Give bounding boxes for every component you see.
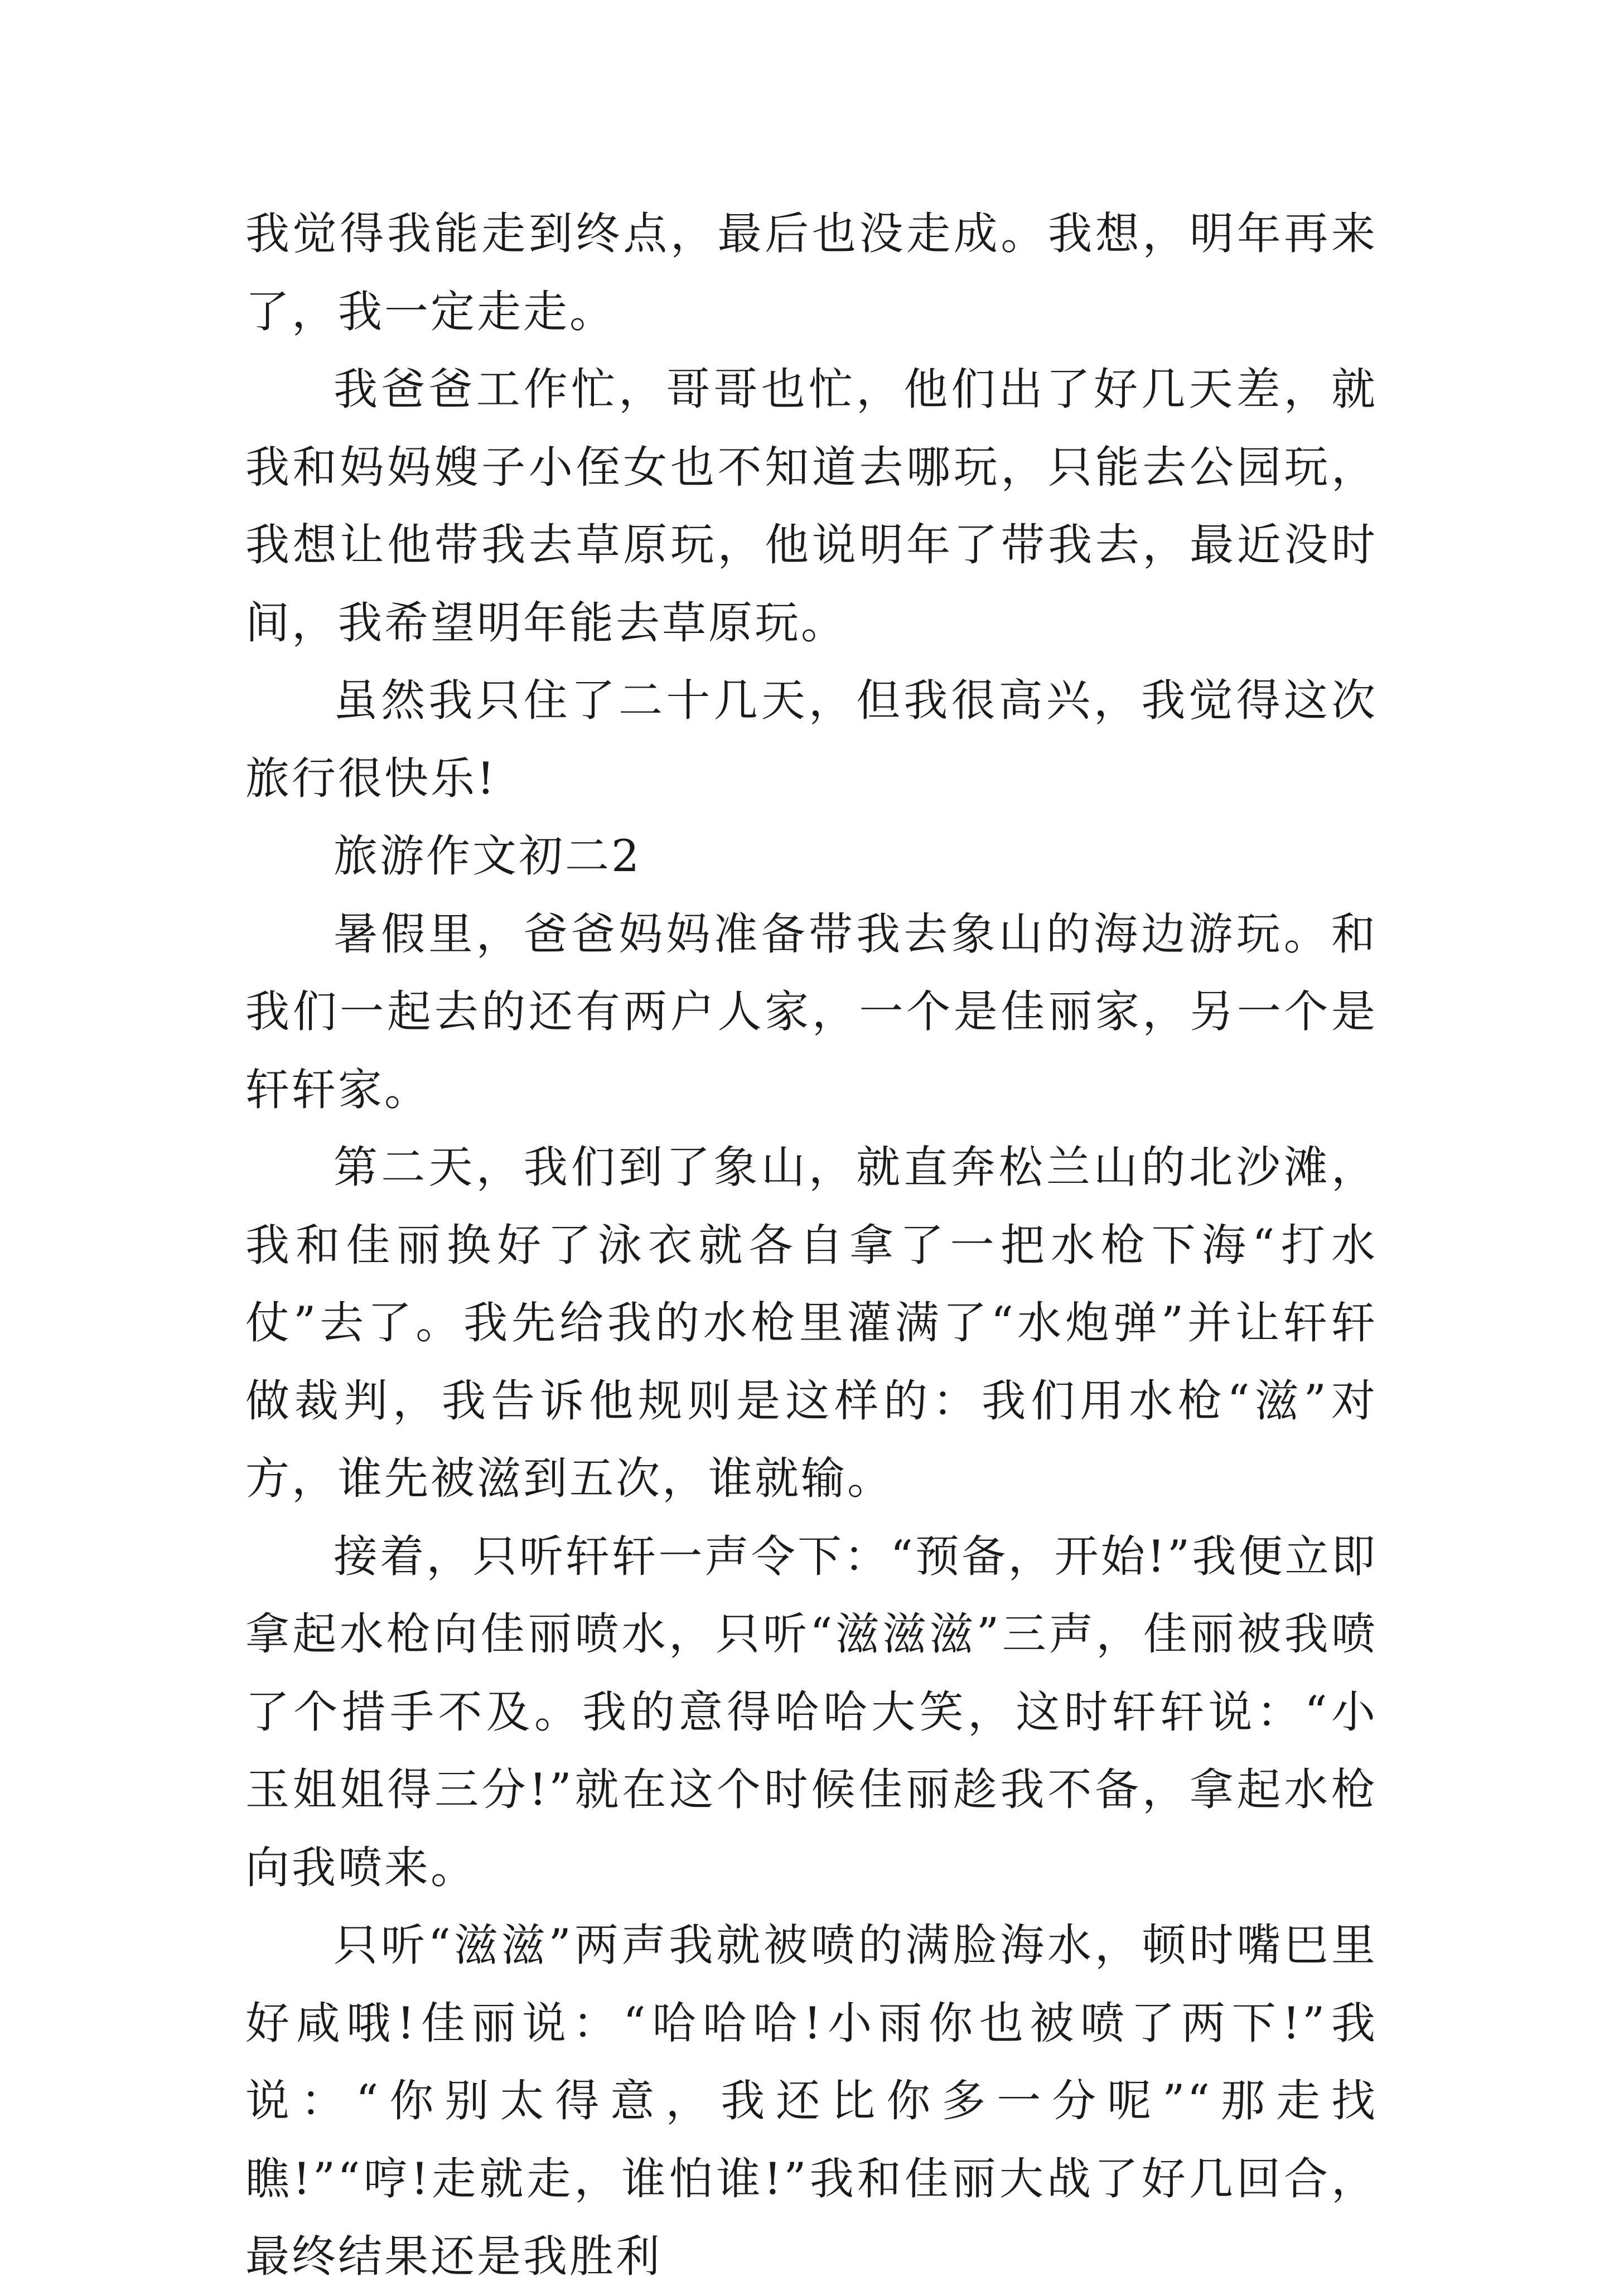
paragraph: 只听“滋滋”两声我就被喷的满脸海水，顿时嘴巴里好咸哦!佳丽说：“哈哈哈!小雨你也被喷了两下!”我说：“你别太得意，我还比你多一分呢”“那走找瞧!”“哼!走就走，谁怕谁!”我和佳丽大战了好几回合，最终结果还是我胜利	[245, 1920, 1378, 2282]
document-body	[245, 195, 1378, 2296]
paragraph: 暑假里，爸爸妈妈准备带我去象山的海边游玩。和我们一起去的还有两户人家，一个是佳丽家，另一个是轩轩家。	[245, 908, 1378, 1115]
paragraph: 我爸爸工作忙，哥哥也忙，他们出了好几天差，就我和妈妈嫂子小侄女也不知道去哪玩，只能去公园玩，我想让他带我去草原玩，他说明年了带我去，最近没时间，我希望明年能去草原玩。	[245, 364, 1378, 649]
paragraph: 虽然我只住了二十几天，但我很高兴，我觉得这次旅行很快乐!	[245, 675, 1378, 804]
section-heading: 旅游作文初二2	[334, 830, 642, 882]
paragraph: 第二天，我们到了象山，就直奔松兰山的北沙滩，我和佳丽换好了泳衣就各自拿了一把水枪下海“打水仗”去了。我先给我的水枪里灌满了“水炮弹”并让轩轩做裁判，我告诉他规则是这样的：我们用水枪“滋”对方，谁先被滋到五次，谁就输。	[245, 1142, 1378, 1504]
paragraph: 接着，只听轩轩一声令下：“预备，开始!”我便立即拿起水枪向佳丽喷水，只听“滋滋滋”三声，佳丽被我喷了个措手不及。我的意得哈哈大笑，这时轩轩说：“小玉姐姐得三分!”就在这个时候佳丽趁我不备，拿起水枪向我喷来。	[245, 1530, 1378, 1893]
paragraph-continuation: 我觉得我能走到终点，最后也没走成。我想，明年再来了，我一定走走。	[245, 208, 1378, 337]
